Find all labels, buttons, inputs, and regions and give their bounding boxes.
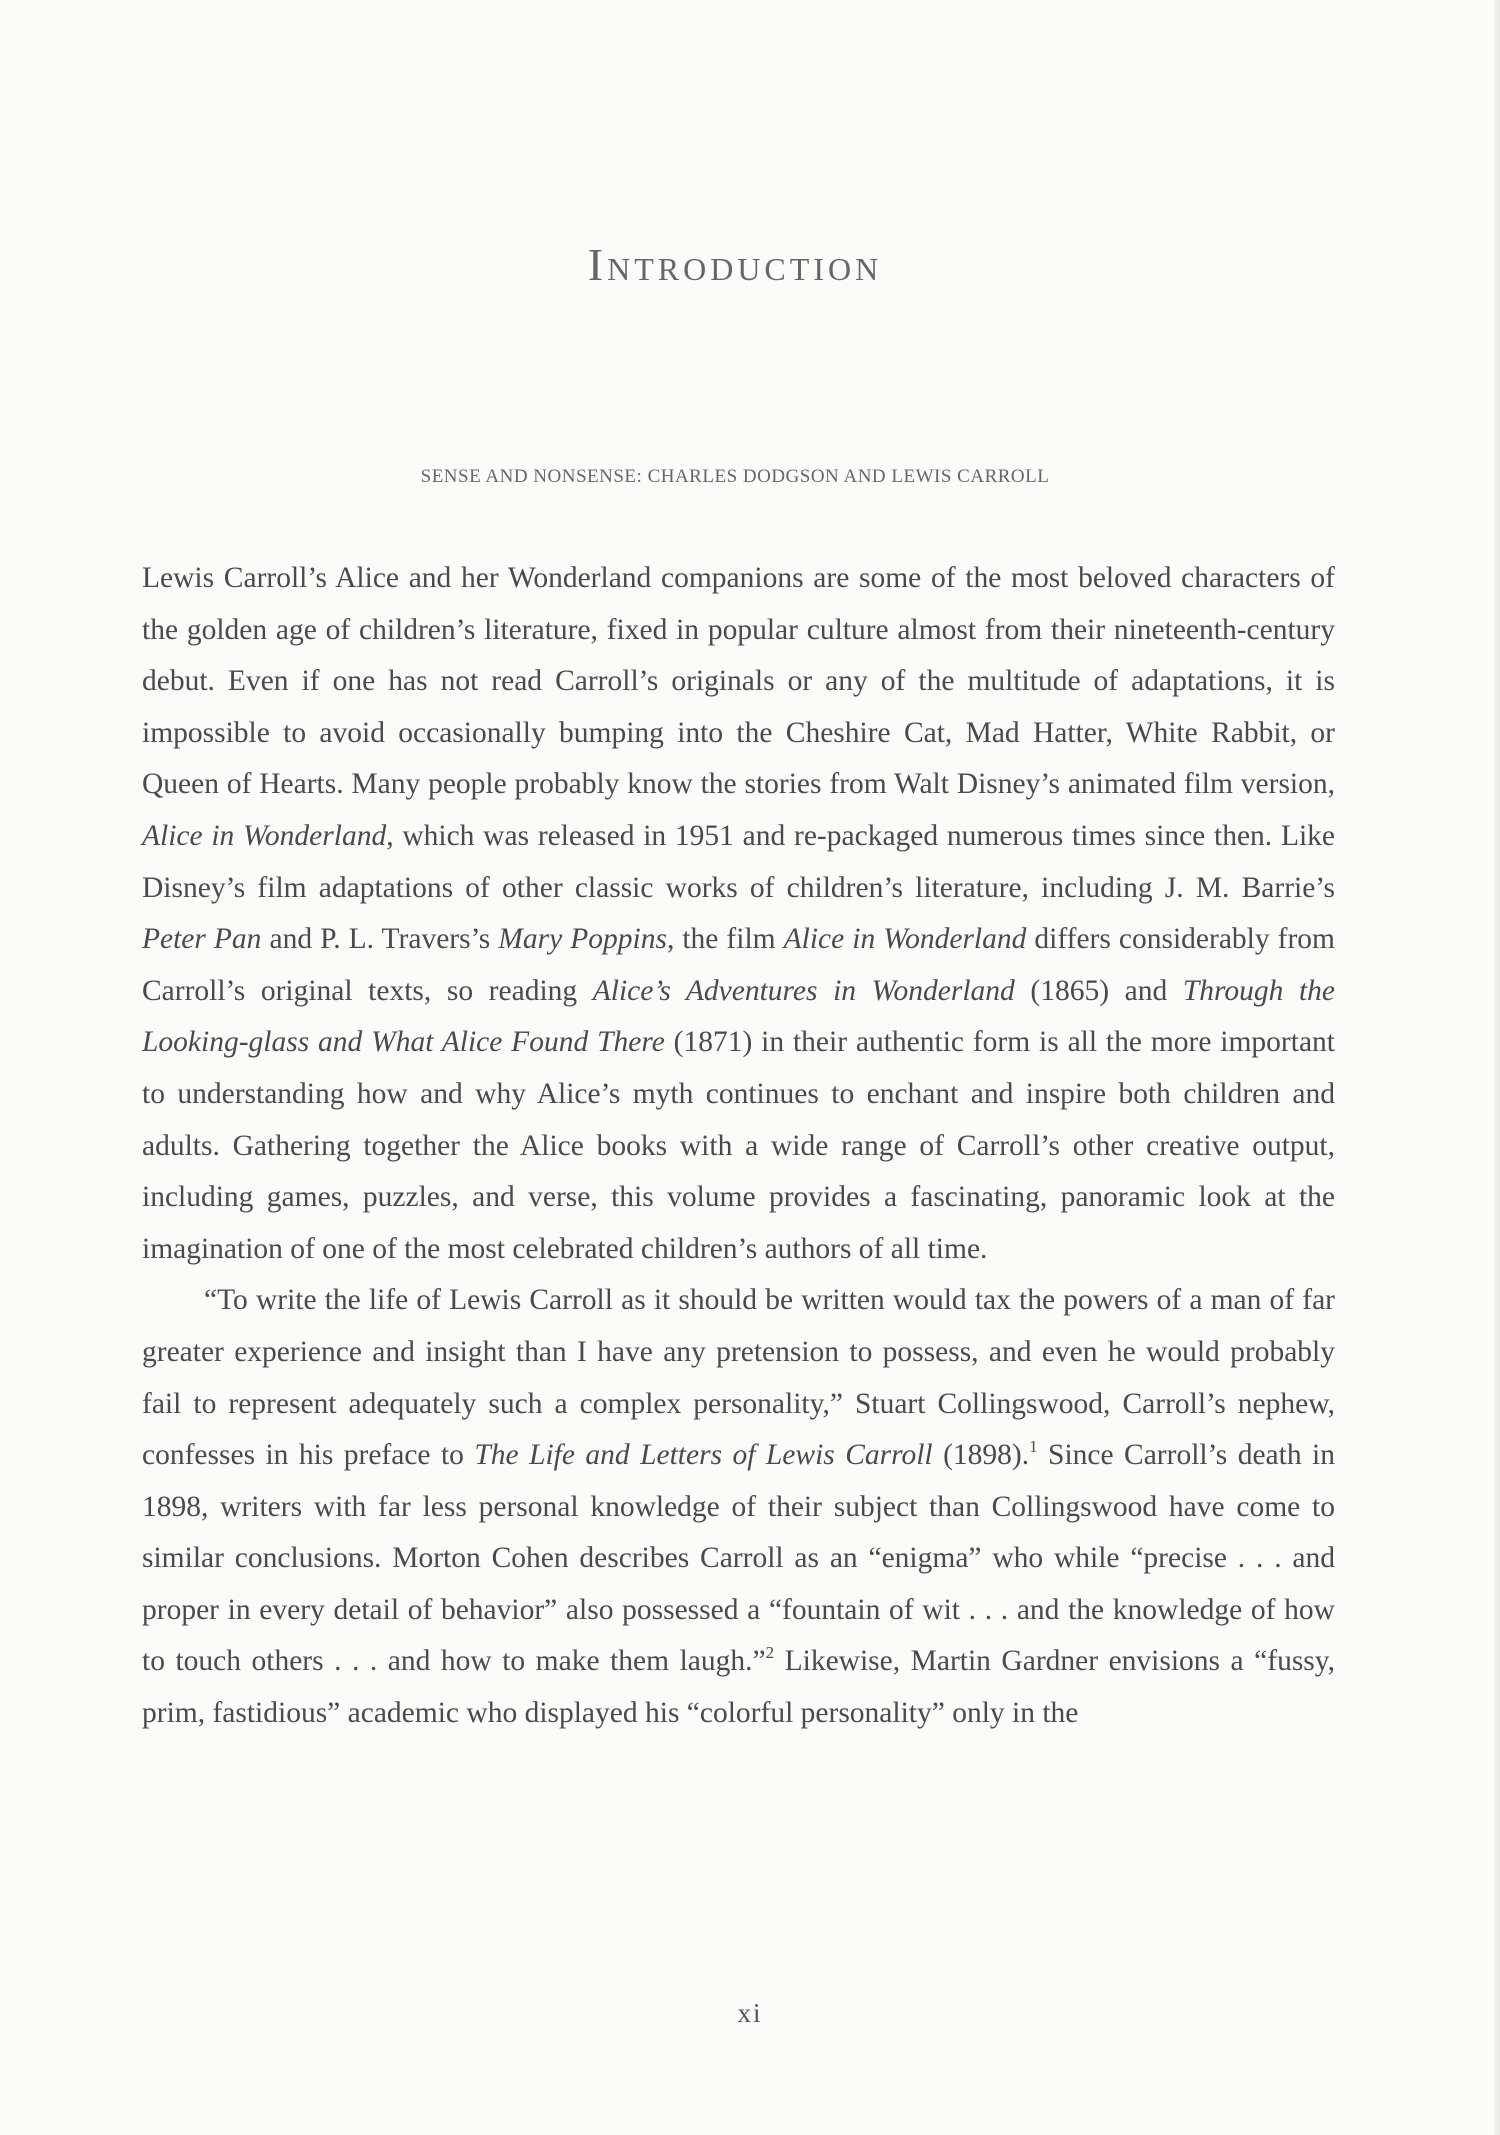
text-run: “To write the life of Lewis Carroll as it should be written would tax the powers of a man of far greater experience and insight than I have any pretension to possess, and even he would probably fail to represent adequately such a complex personality,” Stuart Collingswood, Carroll’s nephew, confesses in his preface to [142,1284,1335,1472]
italic-title-peter-pan: Peter Pan [142,923,262,956]
text-run: , the film [666,923,784,956]
text-run: (1898). [932,1439,1030,1472]
italic-title-mary-poppins: Mary Poppins [498,923,667,956]
text-run: Since Carroll’s death in 1898, writers with far less personal knowledge of their subject than Collingswood have come to similar conclusions. Morton Cohen describes Carroll as an “enigma” who while “precise . . . and proper in every detail of behavior” also possessed a “fountain of wit . . . and the knowledge of how to touch others . . . and how to make them laugh.” [142,1439,1335,1678]
italic-title-alice-in-wonderland-film: Alice in Wonderland [142,819,387,852]
chapter-title: Introduction [587,239,883,290]
text-run: and P. L. Travers’s [261,923,499,956]
section-heading: SENSE AND NONSENSE: CHARLES DODGSON AND LEWIS CARROLL [420,466,1050,487]
italic-title-alices-adventures: Alice’s Adventures in Wonderland [592,974,1015,1007]
footnote-ref-1: 1 [1029,1437,1038,1457]
text-run: , which was released in 1951 and re-packaged numerous times since then. Like Disney’s film adaptations of other classic works of children’s literature, including J. M. Barrie’s [142,819,1336,904]
body-text [142,553,1335,1740]
paragraph-1 [142,553,1335,1275]
text-run: differs considerably from Carroll’s original texts, so reading [142,923,1336,1007]
footnote-ref-2: 2 [765,1643,775,1663]
page-edge [1494,0,1500,2135]
italic-title-alice-in-wonderland: Alice in Wonderland [783,923,1027,956]
text-run: Lewis Carroll’s Alice and her Wonderland companions are some of the most beloved characters of the golden age of children’s literature, fixed in popular culture almost from their nineteenth-century debut. Even if one has not read Carroll’s originals or any of the multitude of adaptations, it is impossible to avoid occasionally bumping into the Cheshire Cat, Mad Hatter, White Rabbit, or Queen of Hearts. Many people probably know the stories from Walt Disney’s animated film version, [142,562,1335,801]
paragraph-2 [142,1275,1335,1739]
text-run: Likewise, Martin Gardner envisions a “fussy, prim, fastidious” academic who displayed his “colorful personality” only in the [142,1645,1335,1730]
page-number: xi [737,1998,763,2028]
italic-title-life-and-letters: The Life and Letters of Lewis Carroll [474,1439,933,1472]
italic-title-through-the-looking-glass: Through the Looking-glass and What Alice Found There [142,974,1335,1059]
text-run: (1865) and [1014,974,1183,1007]
text-run: (1871) in their authentic form is all the more important to understanding how and why Alice’s myth continues to enchant and inspire both children and adults. Gathering together the Alice books with a wide range of Carroll’s other creative output, including games, puzzles, and verse, this volume provides a fascinating, panoramic look at the imagination of one of the most celebrated children’s authors of all time. [142,1026,1335,1265]
